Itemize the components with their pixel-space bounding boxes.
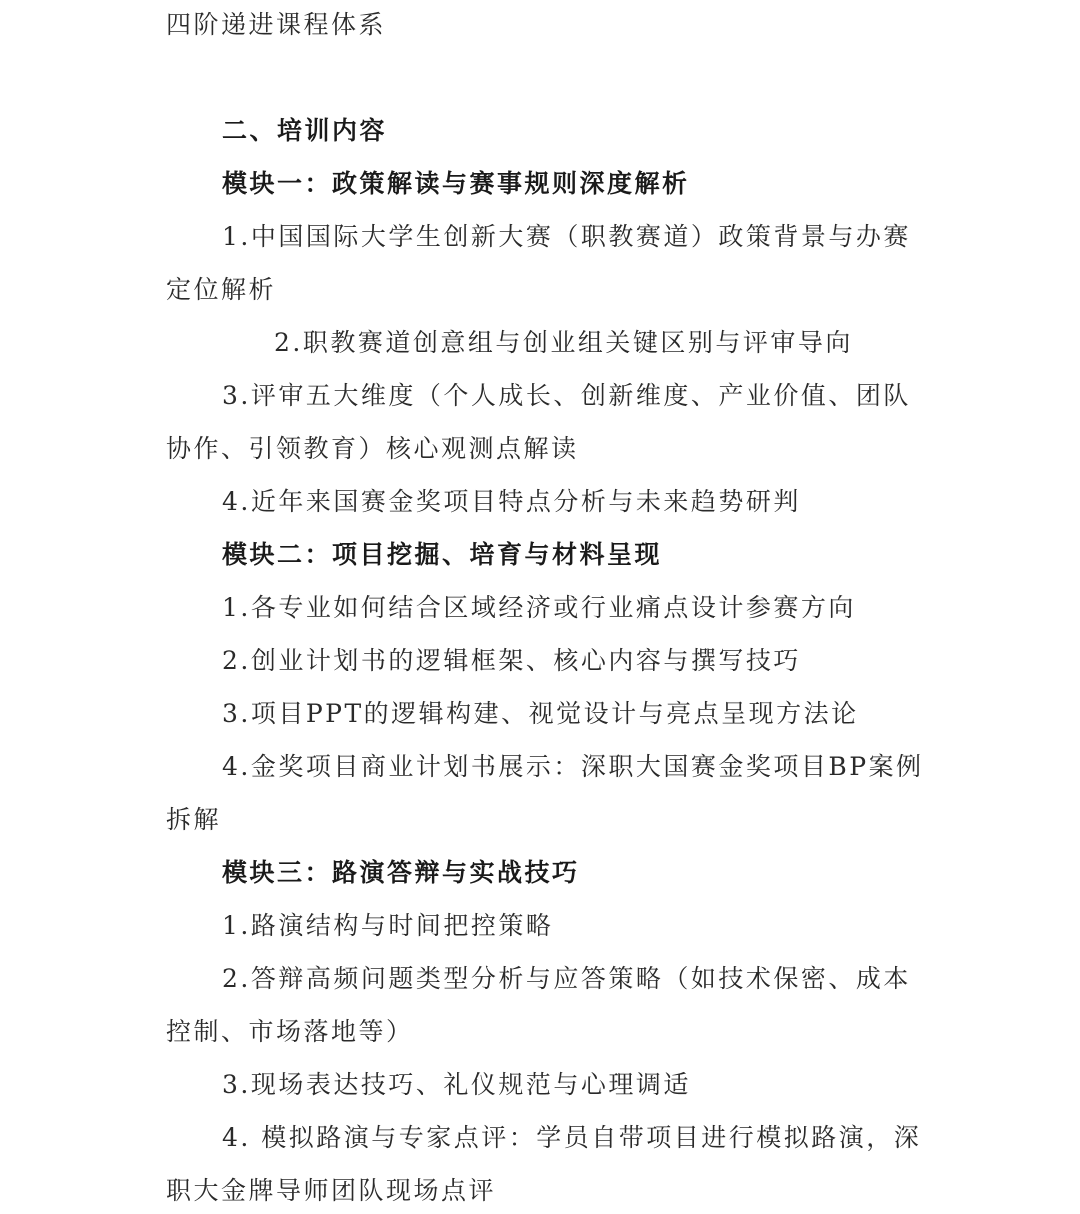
previous-section-tail-text: 四阶递进课程体系 — [166, 10, 387, 39]
module-1-item-3-line-2: 协作、引领教育）核心观测点解读 — [166, 434, 579, 463]
section-heading: 二、培训内容 — [222, 116, 388, 145]
module-1-title: 模块一：政策解读与赛事规则深度解析 — [222, 169, 690, 198]
module-2-item-4-line-1: 4.金奖项目商业计划书展示：深职大国赛金奖项目BP案例 — [222, 752, 924, 781]
module-3-item-3: 3.现场表达技巧、礼仪规范与心理调适 — [222, 1070, 691, 1099]
module-2-item-4-line-2: 拆解 — [166, 805, 222, 834]
module-1-item-3-line-1: 3.评审五大维度（个人成长、创新维度、产业价值、团队 — [222, 381, 911, 410]
module-3-item-4-line-1: 4. 模拟路演与专家点评：学员自带项目进行模拟路演，深 — [222, 1123, 922, 1152]
module-1-item-2: 2.职教赛道创意组与创业组关键区别与评审导向 — [274, 328, 853, 357]
module-3-item-4-line-2: 职大金牌导师团队现场点评 — [166, 1176, 497, 1205]
module-2-item-1: 1.各专业如何结合区域经济或行业痛点设计参赛方向 — [222, 593, 856, 622]
module-1-item-1-line-1: 1.中国国际大学生创新大赛（职教赛道）政策背景与办赛 — [222, 222, 911, 251]
module-3-title: 模块三：路演答辩与实战技巧 — [222, 858, 580, 887]
module-3-item-1: 1.路演结构与时间把控策略 — [222, 911, 554, 940]
module-2-item-2: 2.创业计划书的逻辑框架、核心内容与撰写技巧 — [222, 646, 801, 675]
module-2-title: 模块二：项目挖掘、培育与材料呈现 — [222, 540, 663, 569]
module-2-item-3: 3.项目PPT的逻辑构建、视觉设计与亮点呈现方法论 — [222, 699, 859, 728]
module-3-item-2-line-2: 控制、市场落地等） — [166, 1017, 414, 1046]
module-1-item-1-line-2: 定位解析 — [166, 275, 277, 304]
module-1-item-4: 4.近年来国赛金奖项目特点分析与未来趋势研判 — [222, 487, 801, 516]
module-3-item-2-line-1: 2.答辩高频问题类型分析与应答策略（如技术保密、成本 — [222, 964, 911, 993]
